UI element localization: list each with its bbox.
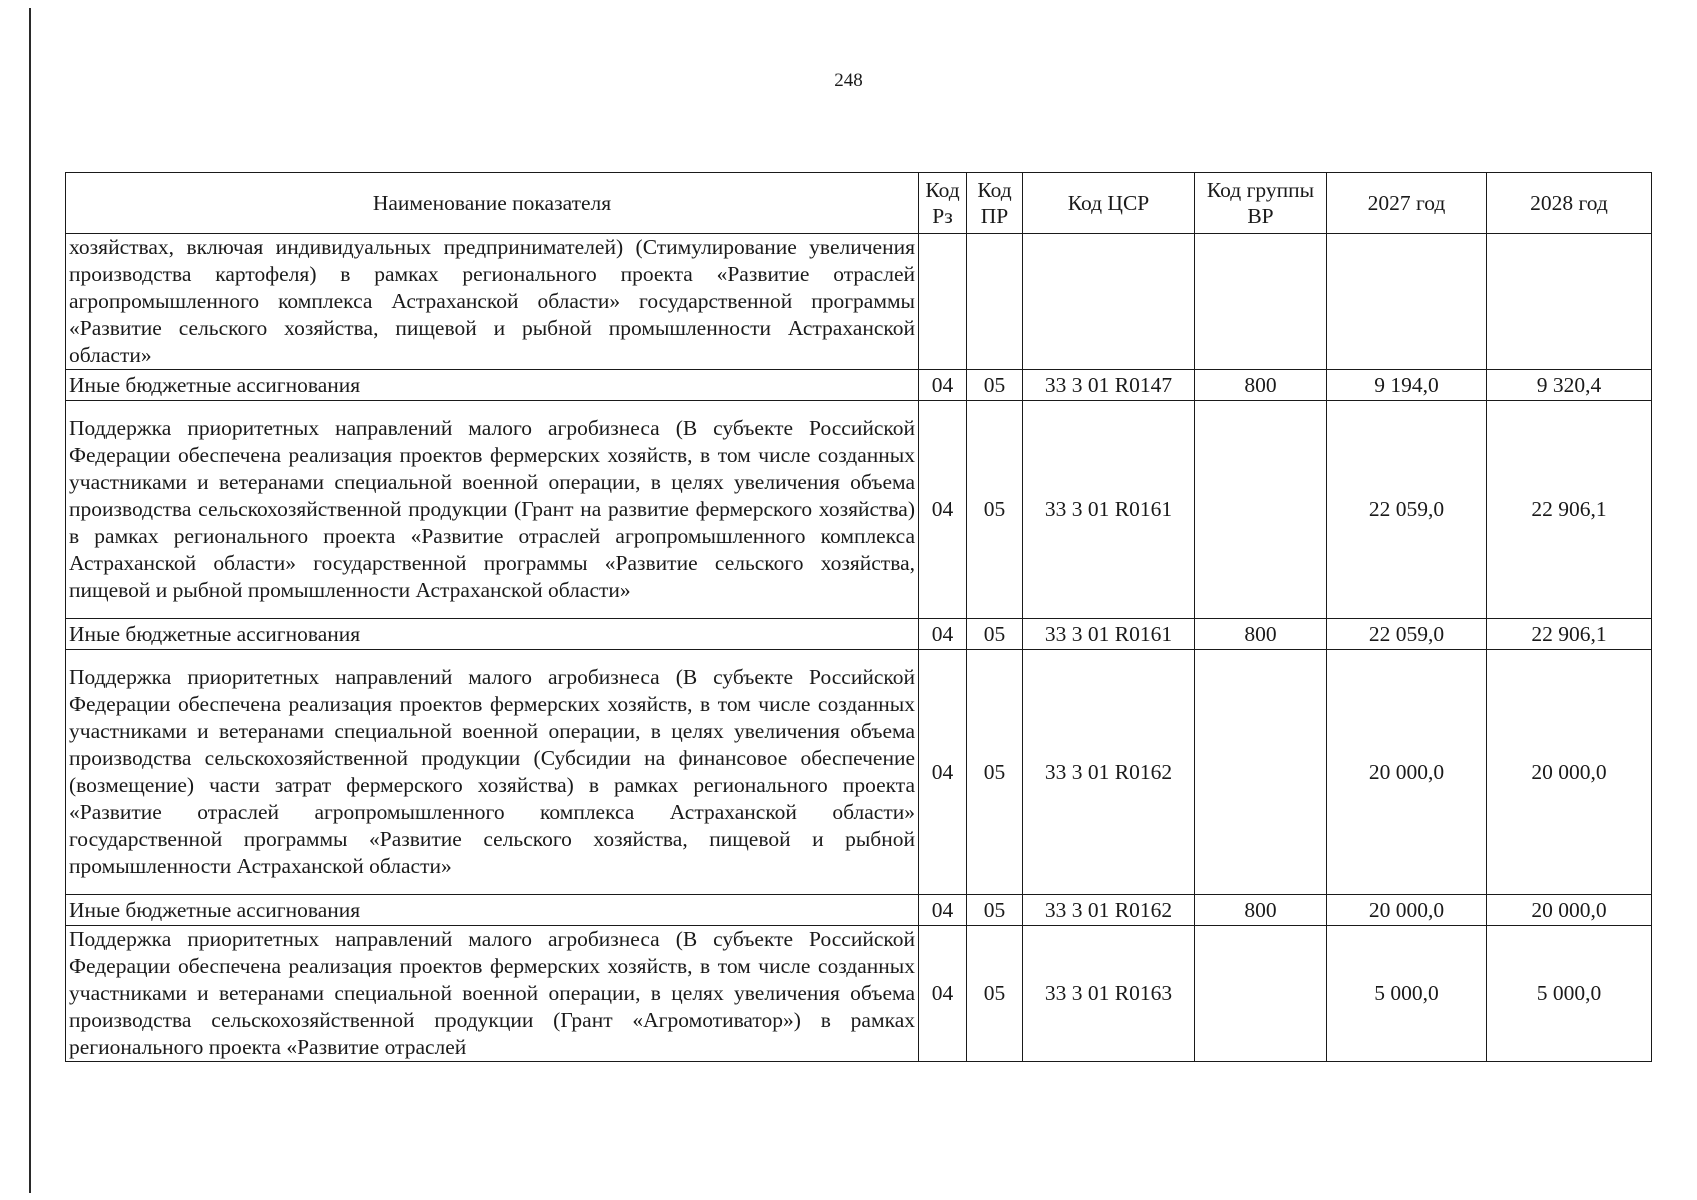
row-csr: 33 3 01 R0163 <box>1023 926 1195 1062</box>
row-name: Поддержка приоритетных направлений малого агробизнеса (В субъекте Российской Федерации обеспечена реализация проектов фермерских хозяйств, в том числе созданных участниками и ветеранами специальной военной операции, в целях увеличения объема производства сельскохозяйственной продукции (Грант на развитие фермерского хозяйства) в рамках регионального проекта «Развитие отраслей агропромышленного комплекса Астраханской области» государственной программы «Развитие сельского хозяйства, пищевой и рыбной промышленности Астраханской области» <box>66 401 919 619</box>
row-2028: 5 000,0 <box>1487 926 1652 1062</box>
table-row <box>66 895 1652 926</box>
table-row <box>66 619 1652 650</box>
row-rz: 04 <box>919 370 967 401</box>
row-pr: 05 <box>967 926 1023 1062</box>
row-rz: 04 <box>919 895 967 926</box>
row-pr <box>967 234 1023 370</box>
row-pr: 05 <box>967 895 1023 926</box>
header-2028: 2028 год <box>1487 173 1652 234</box>
row-2027: 22 059,0 <box>1327 619 1487 650</box>
row-rz: 04 <box>919 926 967 1062</box>
row-2028: 20 000,0 <box>1487 895 1652 926</box>
row-pr: 05 <box>967 370 1023 401</box>
header-2027: 2027 год <box>1327 173 1487 234</box>
table-row <box>66 370 1652 401</box>
table-row <box>66 401 1652 619</box>
row-2028 <box>1487 234 1652 370</box>
table-row <box>66 926 1652 1062</box>
row-pr: 05 <box>967 401 1023 619</box>
row-csr: 33 3 01 R0162 <box>1023 895 1195 926</box>
row-2027: 20 000,0 <box>1327 895 1487 926</box>
row-2028: 22 906,1 <box>1487 619 1652 650</box>
header-vr: Код группы ВР <box>1195 173 1327 234</box>
row-vr <box>1195 234 1327 370</box>
row-name: Поддержка приоритетных направлений малого агробизнеса (В субъекте Российской Федерации обеспечена реализация проектов фермерских хозяйств, в том числе созданных участниками и ветеранами специальной военной операции, в целях увеличения объема производства сельскохозяйственной продукции (Грант «Агромотиватор») в рамках регионального проекта «Развитие отраслей <box>66 926 919 1062</box>
header-name: Наименование показателя <box>66 173 919 234</box>
row-2028: 20 000,0 <box>1487 650 1652 895</box>
row-vr: 800 <box>1195 619 1327 650</box>
row-csr: 33 3 01 R0162 <box>1023 650 1195 895</box>
row-name: Иные бюджетные ассигнования <box>66 619 919 650</box>
row-2027 <box>1327 234 1487 370</box>
row-name: Иные бюджетные ассигнования <box>66 370 919 401</box>
row-rz: 04 <box>919 650 967 895</box>
row-2028: 9 320,4 <box>1487 370 1652 401</box>
row-csr: 33 3 01 R0161 <box>1023 401 1195 619</box>
row-2027: 22 059,0 <box>1327 401 1487 619</box>
row-2027: 20 000,0 <box>1327 650 1487 895</box>
row-rz <box>919 234 967 370</box>
scan-edge-line <box>29 8 31 1193</box>
row-vr <box>1195 401 1327 619</box>
row-2027: 9 194,0 <box>1327 370 1487 401</box>
row-pr: 05 <box>967 650 1023 895</box>
row-csr: 33 3 01 R0161 <box>1023 619 1195 650</box>
row-csr: 33 3 01 R0147 <box>1023 370 1195 401</box>
table-row <box>66 650 1652 895</box>
page-number: 248 <box>834 70 863 91</box>
row-2027: 5 000,0 <box>1327 926 1487 1062</box>
budget-table <box>65 172 1652 1062</box>
header-rz: Код Рз <box>919 173 967 234</box>
row-2028: 22 906,1 <box>1487 401 1652 619</box>
row-rz: 04 <box>919 401 967 619</box>
row-rz: 04 <box>919 619 967 650</box>
row-vr <box>1195 650 1327 895</box>
row-name: хозяйствах, включая индивидуальных предпринимателей) (Стимулирование увеличения производства картофеля) в рамках регионального проекта «Развитие отраслей агропромышленного комплекса Астраханской области» государственной программы «Развитие сельского хозяйства, пищевой и рыбной промышленности Астраханской области» <box>66 234 919 370</box>
table-row <box>66 234 1652 370</box>
header-row <box>66 173 1652 234</box>
row-csr <box>1023 234 1195 370</box>
header-pr: Код ПР <box>967 173 1023 234</box>
row-name: Иные бюджетные ассигнования <box>66 895 919 926</box>
row-pr: 05 <box>967 619 1023 650</box>
row-vr <box>1195 926 1327 1062</box>
row-vr: 800 <box>1195 370 1327 401</box>
header-csr: Код ЦСР <box>1023 173 1195 234</box>
row-name: Поддержка приоритетных направлений малого агробизнеса (В субъекте Российской Федерации обеспечена реализация проектов фермерских хозяйств, в том числе созданных участниками и ветеранами специальной военной операции, в целях увеличения объема производства сельскохозяйственной продукции (Субсидии на финансовое обеспечение (возмещение) части затрат фермерского хозяйства) в рамках регионального проекта «Развитие отраслей агропромышленного комплекса Астраханской области» государственной программы «Развитие сельского хозяйства, пищевой и рыбной промышленности Астраханской области» <box>66 650 919 895</box>
row-vr: 800 <box>1195 895 1327 926</box>
